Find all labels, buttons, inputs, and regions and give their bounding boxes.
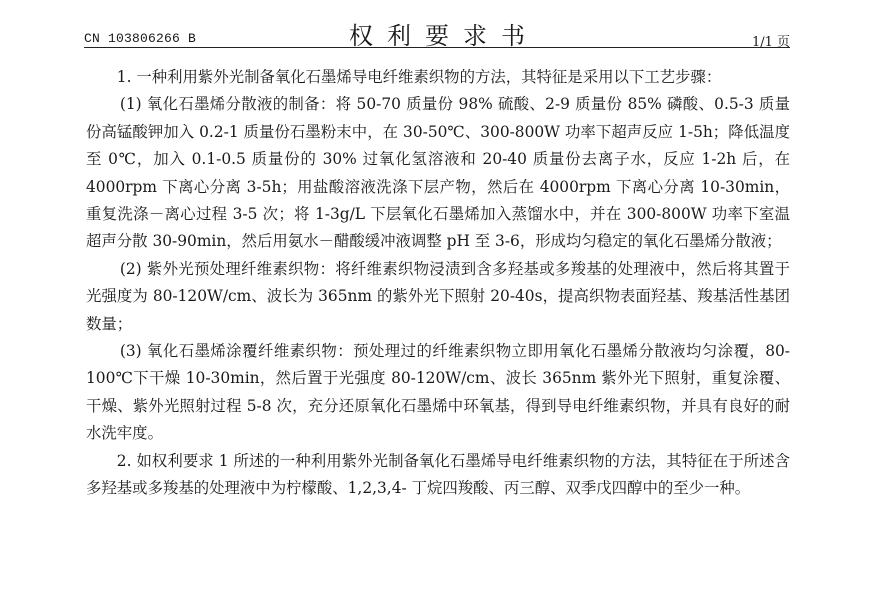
page-number: 1/1 页 xyxy=(751,35,790,50)
publication-number: CN 103806266 B xyxy=(84,31,197,46)
claims-body xyxy=(86,64,790,503)
page-header xyxy=(84,0,790,48)
claim-1-step-3: (3) 氧化石墨烯涂覆纤维素织物：预处理过的纤维素织物立即用氧化石墨烯分散液均匀涂覆，80-100℃下干燥 10-30min，然后置于光强度 80-120W/cm、波长 365nm 紫外光下照射，重复涂覆、干燥、紫外光照射过程 5-8 次，充分还原氧化石墨烯中环氧基，得到导电纤维素织物，并具有良好的耐水洗牢度。 xyxy=(86,342,790,443)
document-title: 权利要求书 xyxy=(349,22,539,50)
claim-1-step-1: (1) 氧化石墨烯分散液的制备：将 50-70 质量份 98% 硫酸、2-9 质量份 85% 磷酸、0.5-3 质量份高锰酸钾加入 0.2-1 质量份石墨粉末中，在 30-50℃、300-800W 功率下超声反应 1-5h；降低温度至 0℃，加入 0.1-0.5 质量份的 30% 过氧化氢溶液和 20-40 质量份去离子水，反应 1-2h 后，在 4000rpm 下离心分离 3-5h；用盐酸溶液洗涤下层产物，然后在 4000rpm 下离心分离 10-30min，重复洗涤－离心过程 3-5 次；将 1-3g/L 下层氧化石墨烯加入蒸馏水中，并在 300-800W 功率下室温超声分散 30-90min，然后用氨水－醋酸缓冲液调整 pH 至 3-6，形成均匀稳定的氧化石墨烯分散液； xyxy=(86,95,790,251)
claim-2: 2. 如权利要求 1 所述的一种利用紫外光制备氧化石墨烯导电纤维素织物的方法，其特征在于所述含多羟基或多羧基的处理液中为柠檬酸、1,2,3,4- 丁烷四羧酸、丙三醇、双季戊四醇中的至少一种。 xyxy=(86,451,790,498)
claim-1: 1. 一种利用紫外光制备氧化石墨烯导电纤维素织物的方法，其特征是采用以下工艺步骤： xyxy=(116,68,722,86)
claim-1-step-2: (2) 紫外光预处理纤维素织物：将纤维素织物浸渍到含多羟基或多羧基的处理液中，然后将其置于光强度为 80-120W/cm、波长为 365nm 的紫外光下照射 20-40s，提高织物表面羟基、羧基活性基团数量； xyxy=(86,259,790,333)
